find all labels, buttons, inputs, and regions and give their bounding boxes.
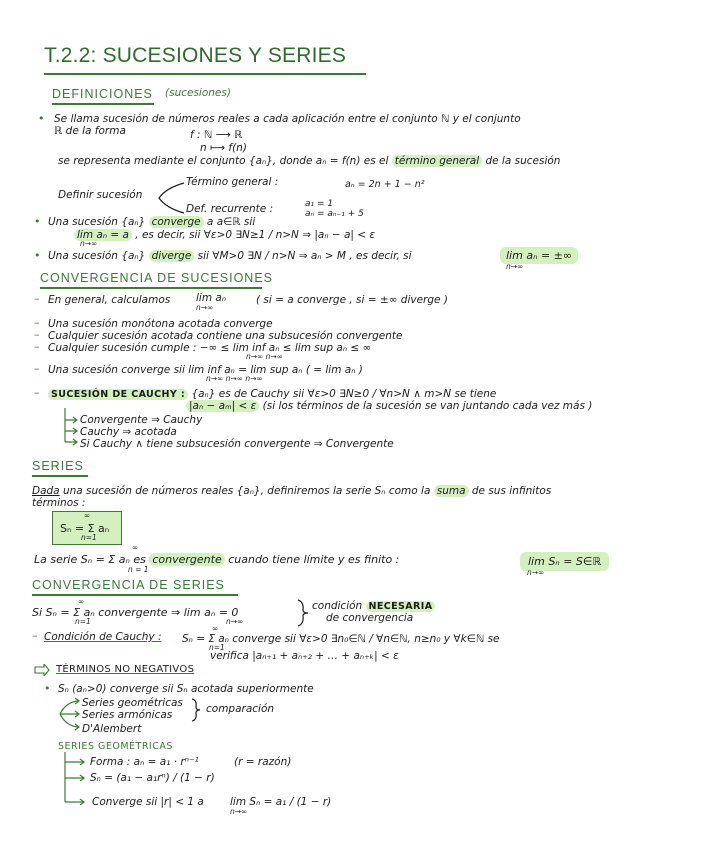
cauchy-line-c: (si los términos de la sucesión se van juntando cada vez más ) (262, 400, 593, 412)
series-limit-highlight: lim Sₙ = S∈ℝ (520, 552, 609, 571)
dash-icon: – (34, 362, 40, 375)
diverge-line-b: sii ∀M>0 ∃N / n>N ⇒ aₙ > M , es decir, si (197, 250, 412, 262)
tnn-comparacion: comparación (206, 703, 275, 715)
mapping-line-1: f : ℕ ⟶ ℝ (190, 129, 243, 141)
geo-sn: Sₙ = (a₁ − a₁rⁿ) / (1 − r) (90, 772, 215, 784)
arrow-tree-icon (62, 752, 88, 808)
dash-icon: – (34, 386, 40, 399)
cs-line-1-subscript: n→∞ (196, 303, 214, 312)
converge-line-c: , es decir, sii ∀ε>0 ∃N≥1 / n>N ⇒ |aₙ − a| < ε (135, 229, 376, 241)
cser-lim-subscript: n→∞ (226, 617, 244, 626)
termino-general-label: Término general : (186, 176, 279, 188)
series-line-1a: una sucesión de números reales {aₙ}, definiremos la serie Sₙ como la (62, 485, 431, 497)
heading-underline (32, 594, 238, 596)
geo-converge: Converge sii |r| < 1 a (92, 796, 204, 808)
cs-line-3: Cualquier sucesión acotada contiene una subsucesión convergente (48, 330, 403, 342)
cauchy-sum-lower: n=1 (209, 643, 225, 652)
dash-icon: – (34, 292, 40, 305)
cs-line-2: Una sucesión monótona acotada converge (48, 318, 273, 330)
heading-note: (sucesiones) (165, 87, 231, 99)
tnn-dalembert: D'Alembert (82, 723, 142, 735)
convergente-highlight: convergente (149, 553, 224, 566)
converge-limit-subscript: n→∞ (80, 239, 98, 248)
termino-general-highlight: término general (392, 155, 482, 167)
cauchy-series-line-a: Sₙ = Σ aₙ converge sii ∀ε>0 ∃n₀∈ℕ / ∀n∈ℕ, n≥n₀ y ∀k∈ℕ se (182, 633, 500, 645)
arrow-fan-icon (58, 696, 82, 732)
dash-icon: – (34, 316, 40, 329)
series-line-1b: de sus infinitos (471, 485, 552, 497)
tnn-armonicas: Series armónicas (82, 709, 173, 721)
cser-sum-upper: ∞ (78, 597, 85, 606)
geo-razon: (r = razón) (234, 756, 292, 768)
cs-line-5-subscript: n→∞ n→∞ n→∞ (206, 374, 263, 383)
cs-line-1b: ( si = a converge , si = ±∞ diverge ) (256, 294, 448, 306)
diverge-limit-highlight: lim aₙ = ±∞ (500, 247, 578, 264)
series-line-2: términos : (32, 497, 86, 509)
section-heading-convergencia-sucesiones: CONVERGENCIA DE SUCESIONES (40, 271, 273, 285)
suma-highlight: suma (434, 485, 469, 497)
brace-right-icon (296, 598, 310, 628)
dash-icon: – (34, 340, 40, 353)
termino-general-value: aₙ = 2n + 1 − n² (345, 179, 425, 190)
cauchy-condition-label: Condición de Cauchy : (44, 631, 162, 643)
cauchy-arrow-3: Si Cauchy ∧ tiene subsucesión convergente ⇒ Convergente (80, 438, 394, 450)
def-line-1: Se llama sucesión de números reales a cada aplicación entre el conjunto ℕ y el conjunto (54, 113, 521, 125)
tnn-geometricas: Series geométricas (82, 697, 183, 709)
definir-sucesion-label: Definir sucesión (58, 189, 143, 201)
geo-forma: Forma : aₙ = a₁ · rⁿ⁻¹ (90, 756, 199, 768)
def-recurrente-label: Def. recurrente : (186, 203, 274, 215)
def-recurrente-v2: aₙ = aₙ₋₁ + 5 (305, 209, 364, 219)
cs-line-4: Cualquier sucesión cumple : −∞ ≤ lim inf aₙ ≤ lim sup aₙ ≤ ∞ (48, 342, 372, 354)
cauchy-condition-highlight: |aₙ − aₘ| < ε (186, 400, 259, 412)
cauchy-arrow-1: Convergente ⇒ Cauchy (80, 414, 203, 426)
cser-line-1: Si Sₙ = Σ aₙ convergente ⇒ lim aₙ = 0 (32, 606, 239, 619)
cs-line-1-lim: lim aₙ (196, 292, 227, 304)
condicion-line-b: de convergencia (326, 612, 414, 624)
page-title: T.2.2: SUCESIONES Y SERIES (44, 44, 347, 67)
cauchy-series-line-b: verifica |aₙ₊₁ + aₙ₊₂ + … + aₙ₊ₖ| < ε (210, 650, 399, 662)
box-formula: Sₙ = Σ aₙ (60, 522, 110, 535)
cauchy-arrow-2: Cauchy ⇒ acotada (80, 426, 177, 438)
section-heading-series: SERIES (32, 459, 84, 473)
series-sum-upper: ∞ (132, 543, 139, 552)
diverge-limit-subscript: n→∞ (506, 262, 524, 271)
def-line-2: ℝ de la forma (54, 125, 126, 137)
terminos-no-negativos-heading: TÉRMINOS NO NEGATIVOS (56, 664, 195, 675)
diverge-highlight: diverge (149, 250, 195, 262)
bullet-icon: • (38, 112, 45, 125)
series-geometricas-heading: SERIES GEOMÉTRICAS (58, 741, 173, 752)
double-arrow-icon (34, 664, 50, 676)
bullet-icon: • (34, 249, 41, 262)
dash-icon: – (34, 328, 40, 341)
cauchy-sum-upper: ∞ (212, 624, 219, 633)
converge-limit-highlight: lim aₙ = a (74, 229, 132, 241)
converge-line-b: a a∈ℝ sii (206, 216, 256, 228)
series-line-1-dada: Dada (32, 485, 60, 497)
heading-underline (32, 475, 88, 477)
cs-line-5: Una sucesión converge sii lim inf aₙ = lim sup aₙ ( = lim aₙ ) (48, 364, 363, 376)
def-line-3b: de la sucesión (485, 155, 561, 167)
arrow-tree-icon (62, 408, 80, 446)
necesaria-highlight: NECESARIA (366, 601, 436, 612)
bullet-icon: • (34, 215, 41, 228)
section-heading-convergencia-series: CONVERGENCIA DE SERIES (32, 578, 225, 592)
geo-converge-subscript: n→∞ (230, 807, 248, 816)
cs-line-1a: En general, calculamos (48, 294, 171, 306)
box-sum-lower: n=1 (81, 533, 97, 542)
def-line-3a: se representa mediante el conjunto {aₙ}, donde aₙ = f(n) es el (58, 155, 389, 167)
title-underline (44, 73, 366, 75)
diverge-line-a: Una sucesión {aₙ} (48, 250, 146, 262)
series-line-3b: cuando tiene límite y es finito : (228, 553, 400, 566)
heading-underline (52, 103, 154, 105)
mapping-line-2: n ⟼ f(n) (200, 142, 247, 154)
def-recurrente-v1: a₁ = 1 (305, 199, 334, 209)
cauchy-line-a: {aₙ} es de Cauchy sii ∀ε>0 ∃N≥0 / ∀n>N ∧ m>N se tiene (191, 388, 497, 400)
box-sum-upper: ∞ (84, 511, 91, 520)
converge-highlight: converge (149, 216, 204, 228)
brace-right-icon (190, 697, 202, 723)
bullet-icon: • (44, 682, 51, 695)
geo-converge-lim: lim Sₙ = a₁ / (1 − r) (230, 796, 332, 808)
cauchy-sequence-label: SUCESIÓN DE CAUCHY : (48, 389, 188, 400)
series-limit-subscript: n→∞ (527, 568, 545, 577)
brace-left-icon (156, 180, 186, 216)
condicion-label: condición (312, 600, 363, 612)
tnn-line-1: Sₙ (aₙ>0) converge sii Sₙ acotada superiormente (58, 683, 314, 695)
heading-underline (40, 287, 262, 289)
series-sum-lower: n = 1 (128, 565, 149, 574)
series-line-3a: La serie Sₙ = Σ aₙ es (34, 553, 146, 566)
cs-line-4-subscript: n→∞ n→∞ (246, 352, 283, 361)
converge-line-a: Una sucesión {aₙ} (48, 216, 146, 228)
dash-icon: – (32, 629, 38, 642)
section-heading-definiciones: DEFINICIONES (52, 87, 153, 101)
cser-sum-lower: n=1 (75, 617, 91, 626)
